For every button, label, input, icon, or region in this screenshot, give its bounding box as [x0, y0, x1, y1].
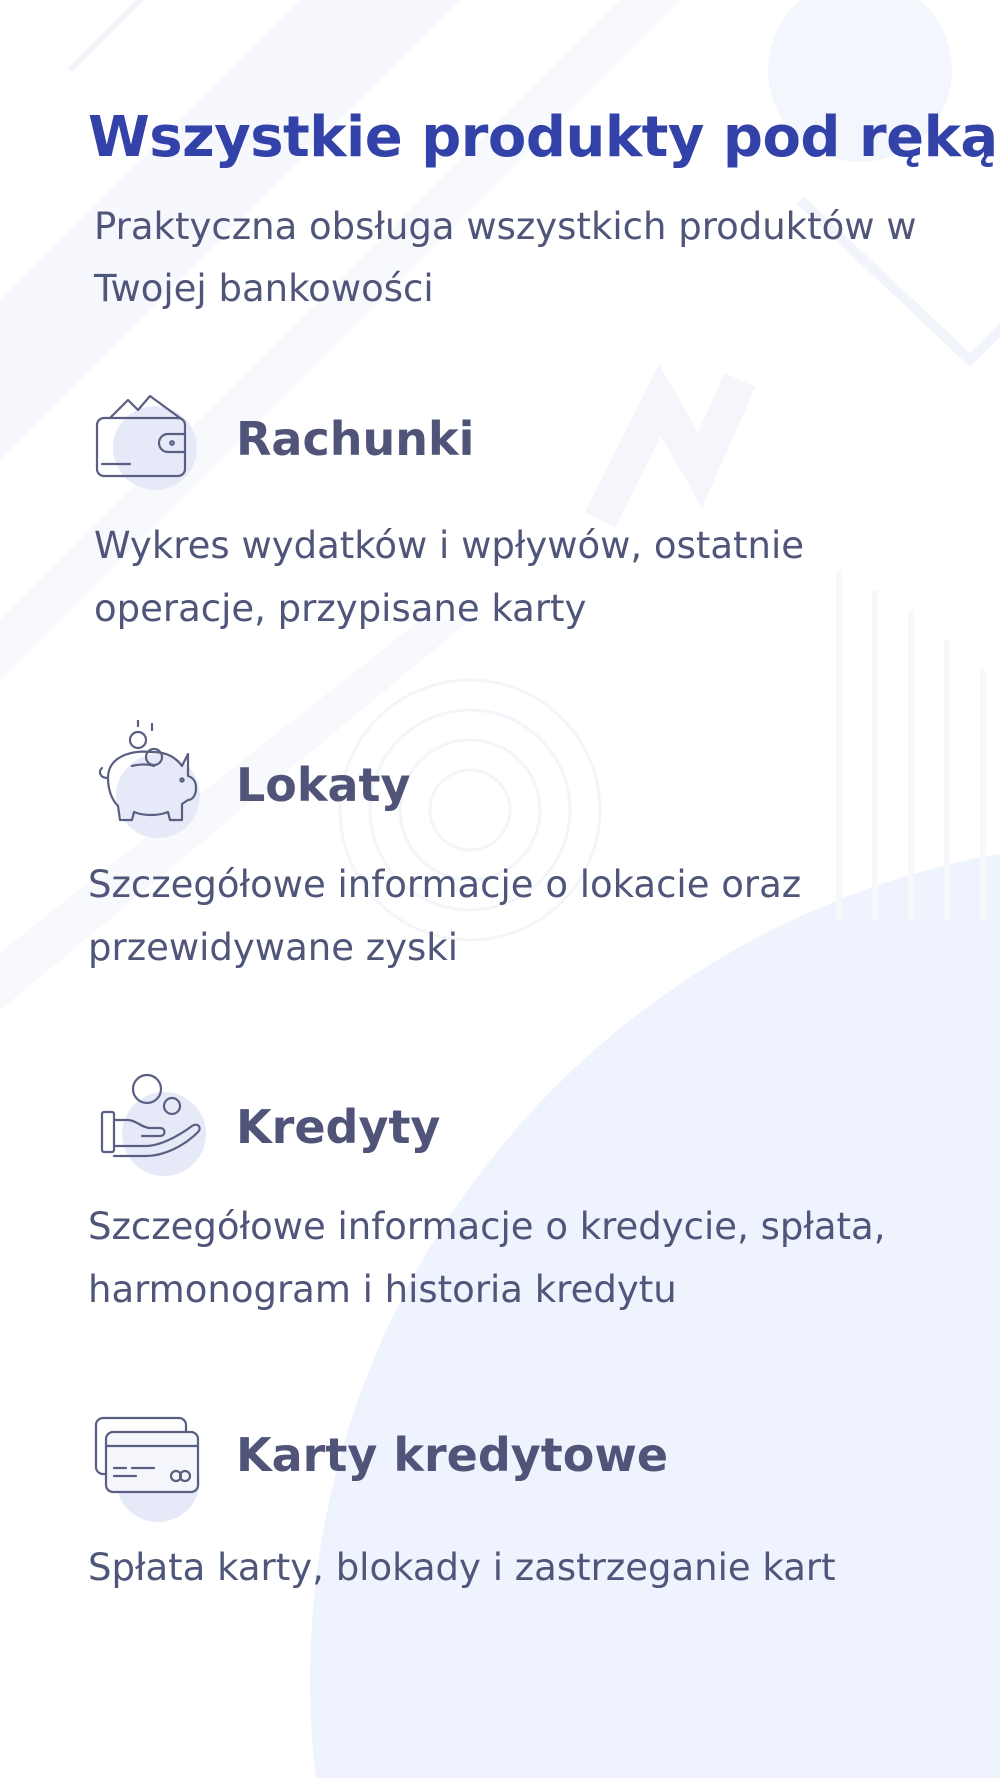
feature-title-rachunki: Rachunki	[236, 412, 475, 466]
feature-title-karty-kredytowe: Karty kredytowe	[236, 1428, 669, 1482]
background-diagonal-line	[70, 0, 150, 70]
feature-description-karty-kredytowe: Spłata karty, blokady i zastrzeganie kart	[88, 1546, 836, 1589]
background-zigzag	[600, 380, 740, 520]
hand-coins-icon	[96, 1072, 216, 1192]
feature-title-lokaty: Lokaty	[236, 758, 411, 812]
feature-description-kredyty: Szczegółowe informacje o kredycie, spłata, harmonogram i historia kredytu	[88, 1205, 886, 1311]
wallet-icon	[92, 378, 212, 498]
page-subtitle: Praktyczna obsługa wszystkich produktów w Twojej bankowości	[94, 205, 917, 310]
page-title: Wszystkie produkty pod ręką	[88, 105, 998, 170]
background-diagonal-band	[0, 620, 470, 1060]
piggy-bank-icon	[92, 720, 212, 840]
feature-description-lokaty: Szczegółowe informacje o lokacie oraz przewidywane zyski	[88, 863, 802, 969]
credit-cards-icon	[92, 1410, 212, 1530]
feature-description-rachunki: Wykres wydatków i wpływów, ostatnie operacje, przypisane karty	[94, 524, 805, 630]
feature-title-kredyty: Kredyty	[236, 1100, 441, 1154]
